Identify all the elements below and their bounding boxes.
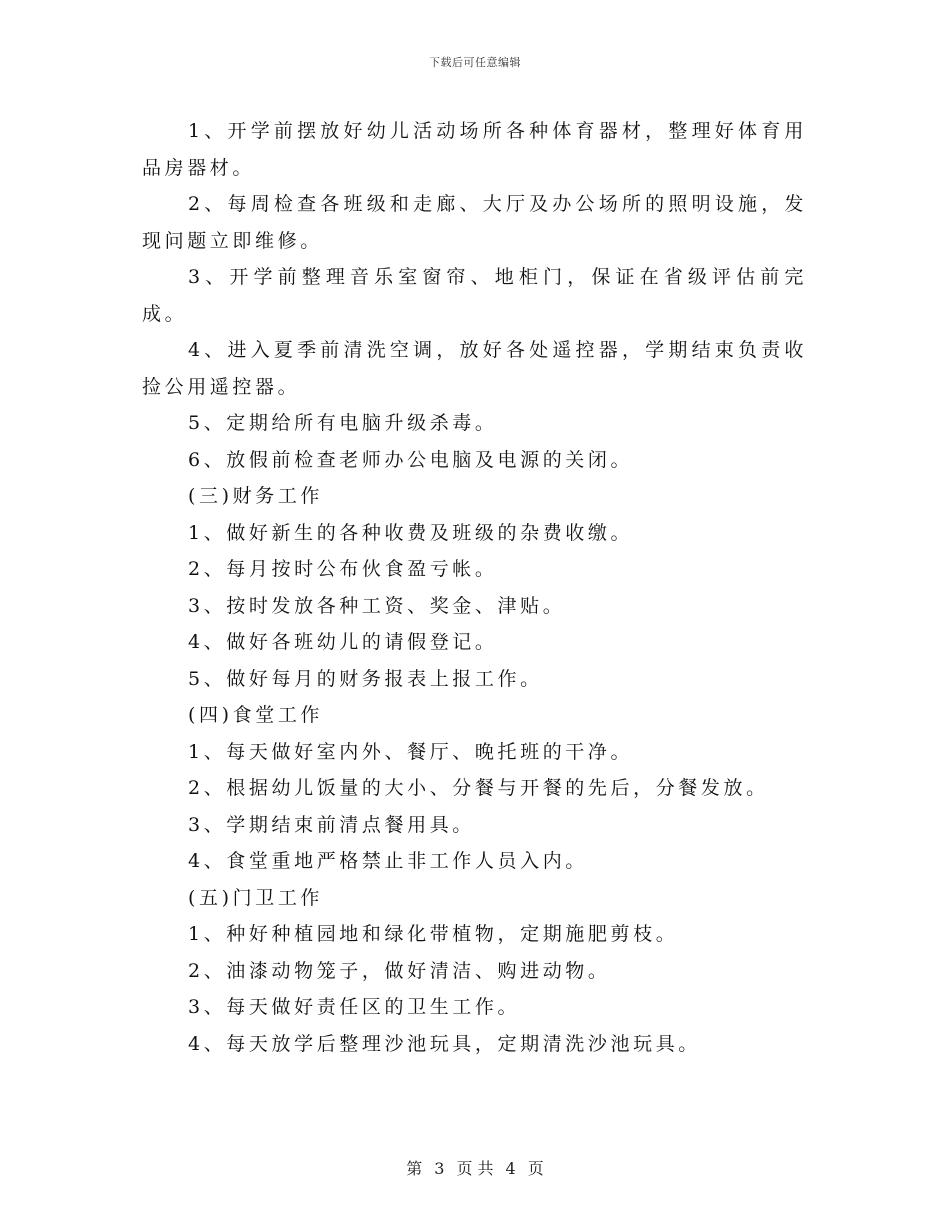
paragraph: 1、每天做好室内外、餐厅、晚托班的干净。 (188, 740, 634, 763)
paragraph: 2、油漆动物笼子，做好清洁、购进动物。 (188, 959, 611, 982)
paragraph: 4、做好各班幼儿的请假登记。 (188, 631, 498, 653)
paragraph: 5、做好每月的财务报表上报工作。 (188, 667, 543, 690)
paragraph: 3、开学前整理音乐室窗帘、地柜门，保证在省级评估前完成。 (142, 266, 807, 325)
paragraph: 4、进入夏季前清洗空调，放好各处遥控器，学期结束负责收捡公用遥控器。 (142, 339, 807, 398)
paragraph: 3、学期结束前清点餐用具。 (188, 813, 475, 836)
page-header: 下载后可任意编辑 (429, 56, 521, 69)
section-heading: (三)财务工作 (188, 485, 324, 507)
section-heading: (四)食堂工作 (188, 704, 324, 726)
paragraph: 2、根据幼儿饭量的大小、分餐与开餐的先后，分餐发放。 (188, 777, 769, 799)
section-heading: (五)门卫工作 (188, 886, 324, 909)
total-page-number: 4 (505, 1159, 516, 1178)
footer-suffix: 页 (527, 1159, 544, 1178)
footer-prefix: 第 (406, 1159, 423, 1178)
paragraph: 1、做好新生的各种收费及班级的杂费收缴。 (188, 521, 634, 544)
paragraph: 3、按时发放各种工资、奖金、津贴。 (188, 594, 566, 617)
paragraph: 5、定期给所有电脑升级杀毒。 (188, 412, 498, 434)
footer-middle: 页 共 (456, 1159, 494, 1178)
paragraph: 2、每周检查各班级和走廊、大厅及办公场所的照明设施，发现问题立即维修。 (142, 193, 807, 252)
paragraph: 2、每月按时公布伙食盈亏帐。 (188, 558, 498, 580)
paragraph: 1、种好种植园地和绿化带植物，定期施肥剪枝。 (188, 923, 679, 945)
paragraph: 1、开学前摆放好幼儿活动场所各种体育器材，整理好体育用品房器材。 (142, 120, 807, 179)
page-footer (0, 1156, 950, 1179)
paragraph: 4、每天放学后整理沙池玩具，定期清洗沙池玩具。 (188, 1032, 701, 1055)
document-body (142, 113, 807, 1062)
current-page-number: 3 (434, 1159, 445, 1178)
paragraph: 6、放假前检查老师办公电脑及电源的关闭。 (188, 448, 634, 471)
paragraph: 4、食堂重地严格禁止非工作人员入内。 (188, 850, 588, 872)
paragraph: 3、每天做好责任区的卫生工作。 (188, 996, 521, 1018)
